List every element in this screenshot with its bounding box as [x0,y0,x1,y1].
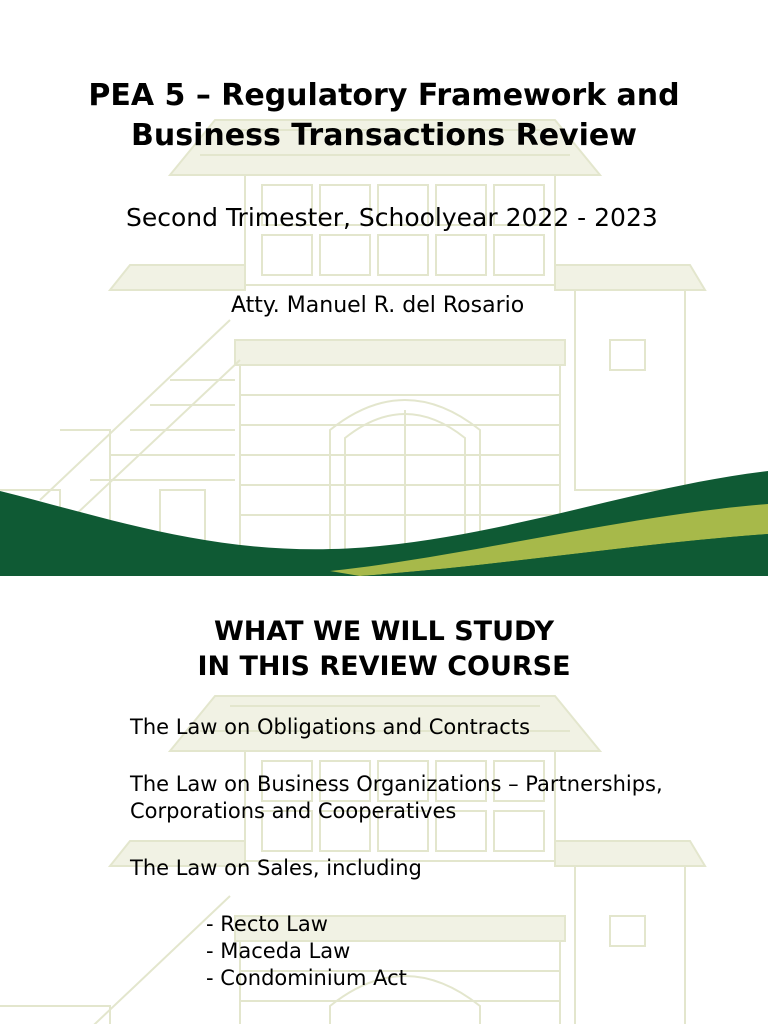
green-swoosh-icon [0,466,768,576]
instructor-name: Atty. Manuel R. del Rosario [231,293,525,318]
term-text: Second Trimester, Schoolyear 2022 - 2023 [126,203,658,232]
slide-title-line-1: PEA 5 – Regulatory Framework and [88,78,680,113]
topic-item: The Law on Obligations and Contracts [130,715,531,739]
section-heading-line-2: IN THIS REVIEW COURSE [197,651,571,682]
topic-item: Corporations and Cooperatives [130,799,457,823]
slide-title-line-2: Business Transactions Review [131,118,637,153]
subtopic-item: - Condominium Act [206,966,407,990]
topic-item: The Law on Business Organizations – Partnerships, [130,772,663,796]
topic-item: The Law on Sales, including [130,856,422,880]
course-outline-slide [0,576,768,1024]
section-heading-line-1: WHAT WE WILL STUDY [213,616,555,647]
subtopic-item: - Maceda Law [206,939,351,963]
subtopic-item: - Recto Law [206,912,328,936]
